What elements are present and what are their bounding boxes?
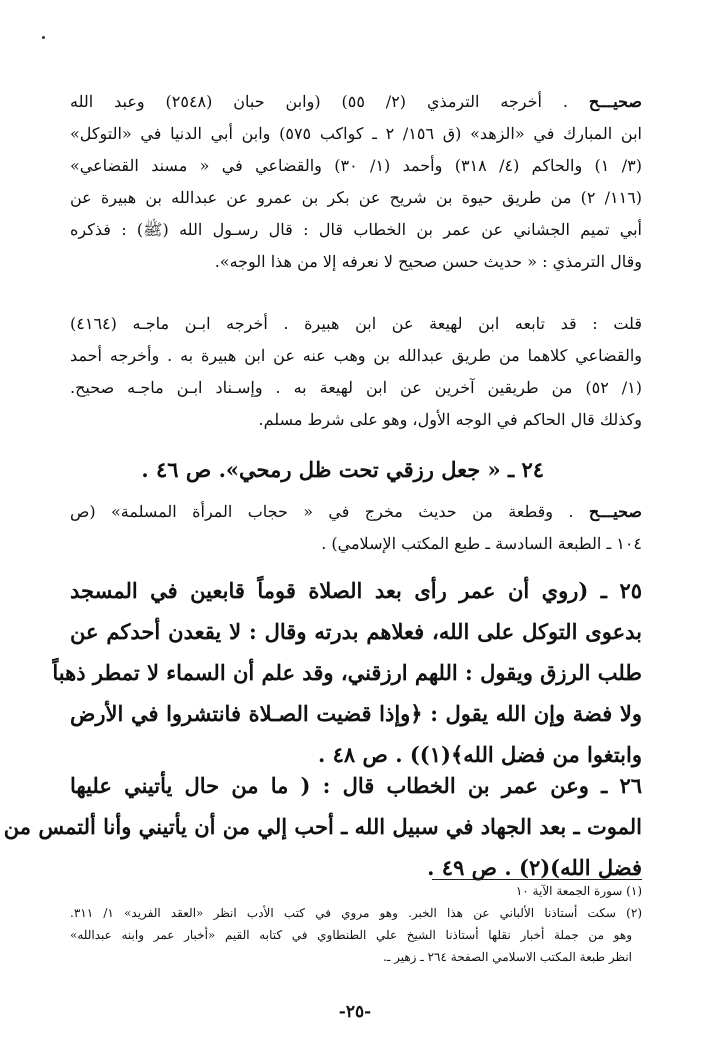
text-line: ٢٦ ـ وعن عمر بن الخطاب قال : ( ما من حال يأتيني عليها bbox=[70, 773, 642, 798]
text-line: بدعوى التوكل على الله، فعلاهم بدرته وقال : لا يقعدن أحدكم عن bbox=[70, 619, 642, 644]
entry-26 bbox=[3, 765, 642, 888]
text-line: صحيـــح . أخرجه الترمذي (٢/ ٥٥) (وابن حبان (٢٥٤٨) وعبد الله bbox=[70, 92, 642, 111]
footnote-2-cont: وهو من جملة أخبار نقلها أستاذنا الشيخ علي الطنطاوي في كتابه القيم «أخبار عمر وابنه عبدالله» bbox=[70, 928, 632, 942]
text-line: والقضاعي كلاهما من طريق عبدالله بن وهب عنه عن ابن هبيرة به . وأخرجه أحمد bbox=[70, 346, 642, 365]
page-number: -٢٥- bbox=[338, 1002, 372, 1022]
text-line: قلت : قد تابعه ابن لهيعة عن ابن هبيرة . أخرجه ابـن ماجـه (٤١٦٤) bbox=[70, 314, 642, 333]
text-line: صحيـــح . وقطعة من حديث مخرج في « حجاب المرأة المسلمة» (ص bbox=[70, 502, 642, 521]
text-line: ولا فضة وإن الله يقول : ﴿وإذا قضيت الصـلاة فانتشروا في الأرض bbox=[70, 701, 642, 726]
text-line: الموت ـ بعد الجهاد في سبيل الله ـ أحب إلي من أن يأتيني وأنا ألتمس من bbox=[3, 814, 642, 839]
note-block bbox=[70, 308, 642, 436]
text-line: (٣/ ١) والحاكم (٤/ ٣١٨) وأحمد (١/ ٣٠) والقضاعي في « مسند القضاعي» bbox=[70, 156, 642, 175]
text-line: وابتغوا من فضل الله﴾(١)) . ص ٤٨ . bbox=[318, 742, 642, 767]
grade-label: صحيـــح bbox=[588, 502, 642, 521]
text-line: فضل الله)(٢) . ص ٤٩ . bbox=[427, 855, 642, 880]
text-line: (١/ ٥٢) من طريقين آخرين عن ابن لهيعة به . وإسـناد ابـن ماجـه صحيح. bbox=[70, 378, 642, 397]
entry-25 bbox=[52, 570, 642, 775]
footnote-2-cont: انظر طبعة المكتب الاسلامي الصفحة ٢٦٤ ـ زهير ـ. bbox=[382, 950, 632, 964]
text-line: وقال الترمذي : « حديث حسن صحيح لا نعرفه إلا من هذا الوجه». bbox=[214, 252, 642, 271]
text-line: طلب الرزق ويقول : اللهم ارزقني، وقد علم أن السماء لا تمطر ذهباً bbox=[52, 660, 642, 685]
footnote-1: (١) سورة الجمعة الآية ١٠ bbox=[515, 884, 642, 898]
text-line: ١٠٤ ـ الطبعة السادسة ـ طبع المكتب الإسلامي) . bbox=[321, 534, 642, 553]
text-line: وكذلك قال الحاكم في الوجه الأول، وهو على شرط مسلم. bbox=[258, 410, 642, 429]
takhrij-block-sahih bbox=[70, 86, 642, 278]
footnote-2: (٢) سكت أستاذنا الألباني عن هذا الخبر. وهو مروي في كتب الأدب انظر «العقد الفريد» ١/ ٣١١. bbox=[70, 906, 642, 920]
grade-label: صحيـــح bbox=[588, 92, 642, 111]
scan-speck bbox=[42, 36, 45, 39]
entry-24-heading: ٢٤ ـ « جعل رزقي تحت ظل رمحي». ص ٤٦ . bbox=[141, 457, 544, 482]
text-line: أبي تميم الجشاني عن عمر بن الخطاب قال : قال رسـول الله (ﷺ) : فذكره bbox=[70, 220, 642, 239]
footnotes bbox=[70, 880, 642, 968]
entry-24-takhrij bbox=[70, 496, 642, 560]
text-line: ٢٥ ـ (روي أن عمر رأى بعد الصلاة قوماً قابعين في المسجد bbox=[70, 578, 642, 603]
text-line: (١١٦/ ٢) من طريق حيوة بن شريح عن بكر بن عمرو عن عبدالله بن هبيرة عن bbox=[70, 188, 642, 207]
text-line: ابن المبارك في «الزهد» (ق ١٥٦/ ٢ ـ كواكب ٥٧٥) وابن أبي الدنيا في «التوكل» bbox=[70, 124, 642, 143]
